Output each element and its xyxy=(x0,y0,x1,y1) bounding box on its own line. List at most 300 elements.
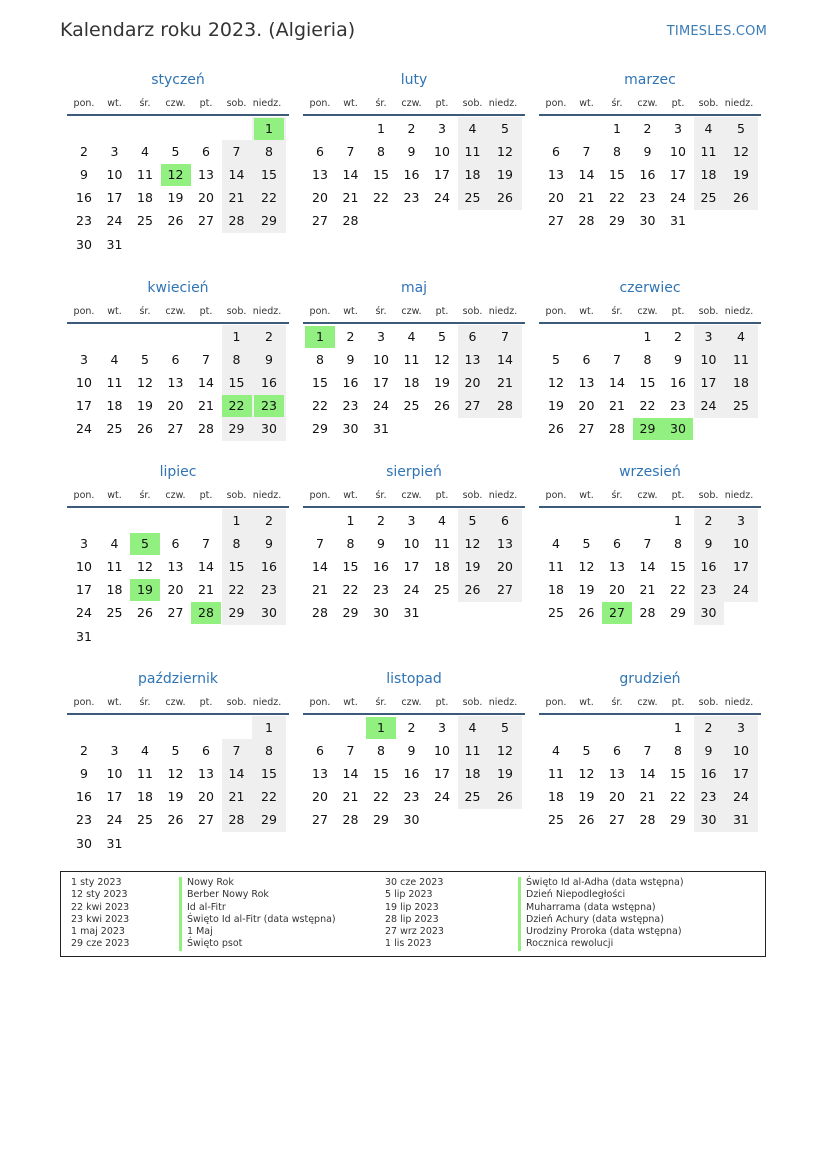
day-cell[interactable]: 5 xyxy=(171,742,180,758)
day-cell[interactable]: 14 xyxy=(342,765,359,781)
day-cell[interactable]: 16 xyxy=(76,789,92,805)
day-cell[interactable]: 29 xyxy=(373,812,389,828)
day-cell[interactable]: 25 xyxy=(106,605,123,621)
day-cell[interactable]: 7 xyxy=(582,143,591,159)
day-cell[interactable]: 15 xyxy=(609,166,625,182)
day-cell[interactable]: 20 xyxy=(312,789,328,805)
day-cell[interactable]: 7 xyxy=(643,742,652,758)
day-cell[interactable]: 21 xyxy=(609,398,625,414)
day-cell[interactable]: 10 xyxy=(700,351,717,367)
day-cell[interactable]: 22 xyxy=(261,789,277,805)
day-cell[interactable]: 27 xyxy=(167,421,184,437)
day-cell[interactable]: 1 xyxy=(346,512,355,528)
day-cell[interactable]: 6 xyxy=(613,535,621,551)
day-cell[interactable]: 10 xyxy=(733,742,749,758)
day-cell[interactable]: 29 xyxy=(261,213,277,229)
holiday-day[interactable]: 23 xyxy=(254,395,284,417)
day-cell[interactable]: 4 xyxy=(438,512,446,528)
day-cell[interactable]: 2 xyxy=(80,143,88,159)
day-cell[interactable]: 16 xyxy=(700,558,717,574)
day-cell[interactable]: 10 xyxy=(76,558,92,574)
day-cell[interactable]: 15 xyxy=(228,558,245,574)
day-cell[interactable]: 1 xyxy=(674,512,682,528)
day-cell[interactable]: 13 xyxy=(167,558,184,574)
day-cell[interactable]: 18 xyxy=(137,190,153,206)
day-cell[interactable]: 31 xyxy=(403,605,420,621)
day-cell[interactable]: 27 xyxy=(312,812,328,828)
day-cell[interactable]: 24 xyxy=(76,605,92,621)
day-cell[interactable]: 17 xyxy=(700,374,717,390)
day-cell[interactable]: 11 xyxy=(548,558,564,574)
day-cell[interactable]: 1 xyxy=(674,719,682,735)
day-cell[interactable]: 21 xyxy=(228,190,245,206)
day-cell[interactable]: 28 xyxy=(198,421,214,437)
holiday-day[interactable]: 30 xyxy=(663,418,693,440)
day-cell[interactable]: 17 xyxy=(733,765,749,781)
day-cell[interactable]: 23 xyxy=(403,190,420,206)
day-cell[interactable]: 10 xyxy=(733,535,749,551)
day-cell[interactable]: 6 xyxy=(202,742,210,758)
day-cell[interactable]: 11 xyxy=(733,351,749,367)
day-cell[interactable]: 16 xyxy=(261,558,277,574)
day-cell[interactable]: 8 xyxy=(265,742,273,758)
day-cell[interactable]: 26 xyxy=(578,605,595,621)
day-cell[interactable]: 21 xyxy=(639,789,656,805)
day-cell[interactable]: 13 xyxy=(578,374,595,390)
day-cell[interactable]: 2 xyxy=(265,512,273,528)
day-cell[interactable]: 10 xyxy=(434,742,450,758)
day-cell[interactable]: 9 xyxy=(377,535,385,551)
day-cell[interactable]: 15 xyxy=(342,558,359,574)
day-cell[interactable]: 31 xyxy=(733,812,749,828)
day-cell[interactable]: 10 xyxy=(373,351,389,367)
day-cell[interactable]: 16 xyxy=(342,374,359,390)
day-cell[interactable]: 8 xyxy=(232,351,241,367)
day-cell[interactable]: 12 xyxy=(548,374,564,390)
day-cell[interactable]: 20 xyxy=(312,190,328,206)
day-cell[interactable]: 24 xyxy=(403,582,420,598)
day-cell[interactable]: 28 xyxy=(342,812,359,828)
day-cell[interactable]: 12 xyxy=(464,535,481,551)
holiday-day[interactable]: 1 xyxy=(305,326,335,348)
day-cell[interactable]: 3 xyxy=(737,512,745,528)
day-cell[interactable]: 30 xyxy=(342,421,359,437)
day-cell[interactable]: 12 xyxy=(434,351,450,367)
day-cell[interactable]: 1 xyxy=(643,328,652,344)
day-cell[interactable]: 24 xyxy=(700,398,717,414)
day-cell[interactable]: 1 xyxy=(232,512,241,528)
day-cell[interactable]: 11 xyxy=(464,143,481,159)
day-cell[interactable]: 2 xyxy=(643,120,652,136)
day-cell[interactable]: 17 xyxy=(403,558,420,574)
day-cell[interactable]: 5 xyxy=(438,328,446,344)
day-cell[interactable]: 9 xyxy=(407,742,416,758)
day-cell[interactable]: 9 xyxy=(265,351,273,367)
day-cell[interactable]: 3 xyxy=(110,742,119,758)
day-cell[interactable]: 13 xyxy=(198,166,214,182)
day-cell[interactable]: 17 xyxy=(733,558,749,574)
day-cell[interactable]: 30 xyxy=(373,605,389,621)
day-cell[interactable]: 4 xyxy=(552,742,560,758)
day-cell[interactable]: 28 xyxy=(578,213,595,229)
day-cell[interactable]: 16 xyxy=(76,190,92,206)
day-cell[interactable]: 11 xyxy=(106,374,123,390)
day-cell[interactable]: 24 xyxy=(434,190,450,206)
day-cell[interactable]: 11 xyxy=(403,351,420,367)
day-cell[interactable]: 19 xyxy=(434,374,450,390)
day-cell[interactable]: 3 xyxy=(674,120,682,136)
day-cell[interactable]: 26 xyxy=(497,789,513,805)
day-cell[interactable]: 22 xyxy=(609,190,625,206)
day-cell[interactable]: 20 xyxy=(548,190,564,206)
day-cell[interactable]: 19 xyxy=(548,398,564,414)
day-cell[interactable]: 8 xyxy=(613,143,621,159)
day-cell[interactable]: 14 xyxy=(639,558,656,574)
day-cell[interactable]: 17 xyxy=(106,789,123,805)
day-cell[interactable]: 17 xyxy=(76,582,92,598)
day-cell[interactable]: 13 xyxy=(312,166,328,182)
day-cell[interactable]: 3 xyxy=(438,719,446,735)
day-cell[interactable]: 25 xyxy=(106,421,123,437)
day-cell[interactable]: 14 xyxy=(578,166,595,182)
day-cell[interactable]: 5 xyxy=(737,120,745,136)
day-cell[interactable]: 7 xyxy=(613,351,621,367)
day-cell[interactable]: 18 xyxy=(403,374,420,390)
day-cell[interactable]: 16 xyxy=(670,374,686,390)
day-cell[interactable]: 29 xyxy=(261,812,277,828)
day-cell[interactable]: 3 xyxy=(80,535,88,551)
holiday-day[interactable]: 19 xyxy=(130,579,160,601)
day-cell[interactable]: 6 xyxy=(171,351,180,367)
day-cell[interactable]: 9 xyxy=(80,765,88,781)
day-cell[interactable]: 10 xyxy=(106,166,123,182)
day-cell[interactable]: 6 xyxy=(316,143,324,159)
day-cell[interactable]: 22 xyxy=(342,582,359,598)
day-cell[interactable]: 17 xyxy=(76,398,92,414)
day-cell[interactable]: 31 xyxy=(106,236,123,252)
day-cell[interactable]: 26 xyxy=(733,190,749,206)
holiday-day[interactable]: 28 xyxy=(191,602,221,624)
day-cell[interactable]: 3 xyxy=(407,512,416,528)
day-cell[interactable]: 29 xyxy=(670,605,686,621)
day-cell[interactable]: 8 xyxy=(643,351,652,367)
day-cell[interactable]: 30 xyxy=(639,213,656,229)
day-cell[interactable]: 18 xyxy=(548,582,564,598)
day-cell[interactable]: 2 xyxy=(377,512,385,528)
day-cell[interactable]: 10 xyxy=(106,765,123,781)
day-cell[interactable]: 7 xyxy=(346,143,355,159)
day-cell[interactable]: 20 xyxy=(167,582,184,598)
day-cell[interactable]: 23 xyxy=(700,582,717,598)
day-cell[interactable]: 13 xyxy=(609,765,625,781)
day-cell[interactable]: 28 xyxy=(609,421,625,437)
day-cell[interactable]: 14 xyxy=(497,351,513,367)
day-cell[interactable]: 7 xyxy=(346,742,355,758)
day-cell[interactable]: 28 xyxy=(228,812,245,828)
day-cell[interactable]: 25 xyxy=(733,398,749,414)
day-cell[interactable]: 24 xyxy=(434,789,450,805)
day-cell[interactable]: 24 xyxy=(670,190,686,206)
day-cell[interactable]: 12 xyxy=(578,765,595,781)
day-cell[interactable]: 23 xyxy=(76,213,92,229)
day-cell[interactable]: 27 xyxy=(497,582,513,598)
day-cell[interactable]: 7 xyxy=(202,351,210,367)
day-cell[interactable]: 21 xyxy=(342,190,359,206)
day-cell[interactable]: 22 xyxy=(373,190,389,206)
day-cell[interactable]: 15 xyxy=(373,166,389,182)
day-cell[interactable]: 31 xyxy=(106,835,123,851)
day-cell[interactable]: 19 xyxy=(497,765,513,781)
day-cell[interactable]: 15 xyxy=(639,374,656,390)
day-cell[interactable]: 13 xyxy=(548,166,564,182)
day-cell[interactable]: 9 xyxy=(407,143,416,159)
day-cell[interactable]: 21 xyxy=(198,582,214,598)
day-cell[interactable]: 26 xyxy=(167,213,184,229)
day-cell[interactable]: 8 xyxy=(377,143,385,159)
day-cell[interactable]: 27 xyxy=(548,213,564,229)
day-cell[interactable]: 25 xyxy=(137,812,153,828)
holiday-day[interactable]: 22 xyxy=(222,395,252,417)
day-cell[interactable]: 5 xyxy=(552,351,560,367)
day-cell[interactable]: 31 xyxy=(670,213,686,229)
day-cell[interactable]: 17 xyxy=(670,166,686,182)
day-cell[interactable]: 12 xyxy=(137,374,153,390)
day-cell[interactable]: 4 xyxy=(110,351,119,367)
day-cell[interactable]: 18 xyxy=(700,166,717,182)
day-cell[interactable]: 28 xyxy=(639,605,656,621)
day-cell[interactable]: 21 xyxy=(312,582,328,598)
day-cell[interactable]: 8 xyxy=(346,535,355,551)
day-cell[interactable]: 1 xyxy=(613,120,621,136)
day-cell[interactable]: 8 xyxy=(232,535,241,551)
day-cell[interactable]: 5 xyxy=(141,351,149,367)
day-cell[interactable]: 4 xyxy=(704,120,713,136)
day-cell[interactable]: 27 xyxy=(464,398,481,414)
day-cell[interactable]: 14 xyxy=(342,166,359,182)
day-cell[interactable]: 22 xyxy=(670,582,686,598)
day-cell[interactable]: 14 xyxy=(312,558,328,574)
day-cell[interactable]: 18 xyxy=(733,374,749,390)
day-cell[interactable]: 23 xyxy=(670,398,686,414)
day-cell[interactable]: 25 xyxy=(548,605,564,621)
day-cell[interactable]: 28 xyxy=(312,605,328,621)
day-cell[interactable]: 5 xyxy=(171,143,180,159)
day-cell[interactable]: 30 xyxy=(261,421,277,437)
day-cell[interactable]: 31 xyxy=(76,628,92,644)
day-cell[interactable]: 21 xyxy=(342,789,359,805)
day-cell[interactable]: 17 xyxy=(434,166,450,182)
day-cell[interactable]: 14 xyxy=(639,765,656,781)
day-cell[interactable]: 23 xyxy=(403,789,420,805)
day-cell[interactable]: 19 xyxy=(464,558,481,574)
day-cell[interactable]: 26 xyxy=(434,398,450,414)
day-cell[interactable]: 11 xyxy=(137,166,153,182)
day-cell[interactable]: 27 xyxy=(609,812,625,828)
day-cell[interactable]: 30 xyxy=(700,605,717,621)
day-cell[interactable]: 1 xyxy=(377,120,385,136)
day-cell[interactable]: 19 xyxy=(167,789,184,805)
day-cell[interactable]: 26 xyxy=(464,582,481,598)
day-cell[interactable]: 7 xyxy=(643,535,652,551)
day-cell[interactable]: 12 xyxy=(497,742,513,758)
day-cell[interactable]: 9 xyxy=(346,351,355,367)
day-cell[interactable]: 22 xyxy=(670,789,686,805)
day-cell[interactable]: 20 xyxy=(497,558,513,574)
day-cell[interactable]: 10 xyxy=(670,143,686,159)
day-cell[interactable]: 5 xyxy=(582,742,591,758)
day-cell[interactable]: 2 xyxy=(704,719,713,735)
day-cell[interactable]: 18 xyxy=(464,765,481,781)
day-cell[interactable]: 15 xyxy=(312,374,328,390)
day-cell[interactable]: 3 xyxy=(377,328,385,344)
day-cell[interactable]: 11 xyxy=(434,535,450,551)
day-cell[interactable]: 31 xyxy=(373,421,389,437)
day-cell[interactable]: 10 xyxy=(434,143,450,159)
day-cell[interactable]: 11 xyxy=(548,765,564,781)
day-cell[interactable]: 26 xyxy=(137,605,153,621)
day-cell[interactable]: 20 xyxy=(609,582,625,598)
day-cell[interactable]: 1 xyxy=(265,719,273,735)
day-cell[interactable]: 13 xyxy=(609,558,625,574)
day-cell[interactable]: 26 xyxy=(548,421,564,437)
day-cell[interactable]: 23 xyxy=(342,398,359,414)
day-cell[interactable]: 4 xyxy=(552,535,560,551)
day-cell[interactable]: 23 xyxy=(373,582,389,598)
day-cell[interactable]: 18 xyxy=(434,558,450,574)
day-cell[interactable]: 13 xyxy=(464,351,481,367)
day-cell[interactable]: 5 xyxy=(468,512,477,528)
day-cell[interactable]: 17 xyxy=(434,765,450,781)
day-cell[interactable]: 16 xyxy=(373,558,389,574)
day-cell[interactable]: 26 xyxy=(167,812,184,828)
day-cell[interactable]: 4 xyxy=(468,719,477,735)
day-cell[interactable]: 28 xyxy=(228,213,245,229)
day-cell[interactable]: 13 xyxy=(198,765,214,781)
day-cell[interactable]: 5 xyxy=(501,120,509,136)
day-cell[interactable]: 24 xyxy=(733,789,749,805)
day-cell[interactable]: 26 xyxy=(137,421,153,437)
day-cell[interactable]: 14 xyxy=(228,166,245,182)
day-cell[interactable]: 16 xyxy=(403,765,420,781)
site-link[interactable]: TIMESLES.COM xyxy=(666,24,767,39)
day-cell[interactable]: 19 xyxy=(137,398,153,414)
day-cell[interactable]: 28 xyxy=(497,398,513,414)
day-cell[interactable]: 19 xyxy=(733,166,749,182)
day-cell[interactable]: 24 xyxy=(733,582,749,598)
day-cell[interactable]: 6 xyxy=(468,328,477,344)
day-cell[interactable]: 30 xyxy=(261,605,277,621)
day-cell[interactable]: 15 xyxy=(670,558,686,574)
day-cell[interactable]: 8 xyxy=(377,742,385,758)
day-cell[interactable]: 29 xyxy=(609,213,625,229)
day-cell[interactable]: 30 xyxy=(76,236,92,252)
day-cell[interactable]: 21 xyxy=(578,190,595,206)
day-cell[interactable]: 23 xyxy=(261,582,277,598)
holiday-day[interactable]: 1 xyxy=(254,118,284,140)
day-cell[interactable]: 26 xyxy=(578,812,595,828)
day-cell[interactable]: 27 xyxy=(198,213,214,229)
holiday-day[interactable]: 5 xyxy=(130,533,160,555)
day-cell[interactable]: 29 xyxy=(312,421,328,437)
day-cell[interactable]: 15 xyxy=(261,166,277,182)
day-cell[interactable]: 13 xyxy=(312,765,328,781)
day-cell[interactable]: 3 xyxy=(80,351,88,367)
day-cell[interactable]: 29 xyxy=(342,605,359,621)
day-cell[interactable]: 17 xyxy=(106,190,123,206)
day-cell[interactable]: 19 xyxy=(578,789,595,805)
day-cell[interactable]: 19 xyxy=(167,190,184,206)
day-cell[interactable]: 27 xyxy=(312,213,328,229)
day-cell[interactable]: 24 xyxy=(106,213,123,229)
day-cell[interactable]: 9 xyxy=(704,535,713,551)
day-cell[interactable]: 4 xyxy=(141,742,149,758)
day-cell[interactable]: 4 xyxy=(110,535,119,551)
holiday-day[interactable]: 27 xyxy=(602,602,632,624)
day-cell[interactable]: 12 xyxy=(578,558,595,574)
day-cell[interactable]: 2 xyxy=(407,719,416,735)
day-cell[interactable]: 18 xyxy=(548,789,564,805)
day-cell[interactable]: 29 xyxy=(228,421,245,437)
day-cell[interactable]: 18 xyxy=(106,582,123,598)
day-cell[interactable]: 2 xyxy=(704,512,713,528)
day-cell[interactable]: 30 xyxy=(700,812,717,828)
holiday-day[interactable]: 29 xyxy=(633,418,663,440)
day-cell[interactable]: 22 xyxy=(261,190,277,206)
day-cell[interactable]: 2 xyxy=(346,328,355,344)
day-cell[interactable]: 12 xyxy=(167,765,184,781)
day-cell[interactable]: 1 xyxy=(232,328,241,344)
day-cell[interactable]: 17 xyxy=(373,374,389,390)
day-cell[interactable]: 8 xyxy=(316,351,324,367)
day-cell[interactable]: 21 xyxy=(639,582,656,598)
day-cell[interactable]: 21 xyxy=(228,789,245,805)
day-cell[interactable]: 30 xyxy=(403,812,420,828)
day-cell[interactable]: 4 xyxy=(737,328,745,344)
day-cell[interactable]: 7 xyxy=(202,535,210,551)
day-cell[interactable]: 27 xyxy=(167,605,184,621)
day-cell[interactable]: 24 xyxy=(373,398,389,414)
day-cell[interactable]: 25 xyxy=(464,190,481,206)
day-cell[interactable]: 9 xyxy=(265,535,273,551)
day-cell[interactable]: 25 xyxy=(700,190,717,206)
day-cell[interactable]: 6 xyxy=(501,512,509,528)
day-cell[interactable]: 16 xyxy=(700,765,717,781)
day-cell[interactable]: 18 xyxy=(106,398,123,414)
day-cell[interactable]: 3 xyxy=(704,328,713,344)
day-cell[interactable]: 23 xyxy=(700,789,717,805)
day-cell[interactable]: 25 xyxy=(403,398,420,414)
day-cell[interactable]: 9 xyxy=(704,742,713,758)
day-cell[interactable]: 25 xyxy=(464,789,481,805)
day-cell[interactable]: 11 xyxy=(137,765,153,781)
day-cell[interactable]: 6 xyxy=(202,143,210,159)
day-cell[interactable]: 18 xyxy=(464,166,481,182)
day-cell[interactable]: 12 xyxy=(137,558,153,574)
day-cell[interactable]: 23 xyxy=(76,812,92,828)
day-cell[interactable]: 22 xyxy=(373,789,389,805)
day-cell[interactable]: 11 xyxy=(464,742,481,758)
day-cell[interactable]: 27 xyxy=(198,812,214,828)
day-cell[interactable]: 25 xyxy=(137,213,153,229)
day-cell[interactable]: 7 xyxy=(316,535,324,551)
day-cell[interactable]: 29 xyxy=(670,812,686,828)
day-cell[interactable]: 8 xyxy=(674,535,682,551)
day-cell[interactable]: 3 xyxy=(438,120,446,136)
day-cell[interactable]: 14 xyxy=(609,374,625,390)
day-cell[interactable]: 6 xyxy=(613,742,621,758)
day-cell[interactable]: 22 xyxy=(312,398,328,414)
day-cell[interactable]: 23 xyxy=(639,190,656,206)
